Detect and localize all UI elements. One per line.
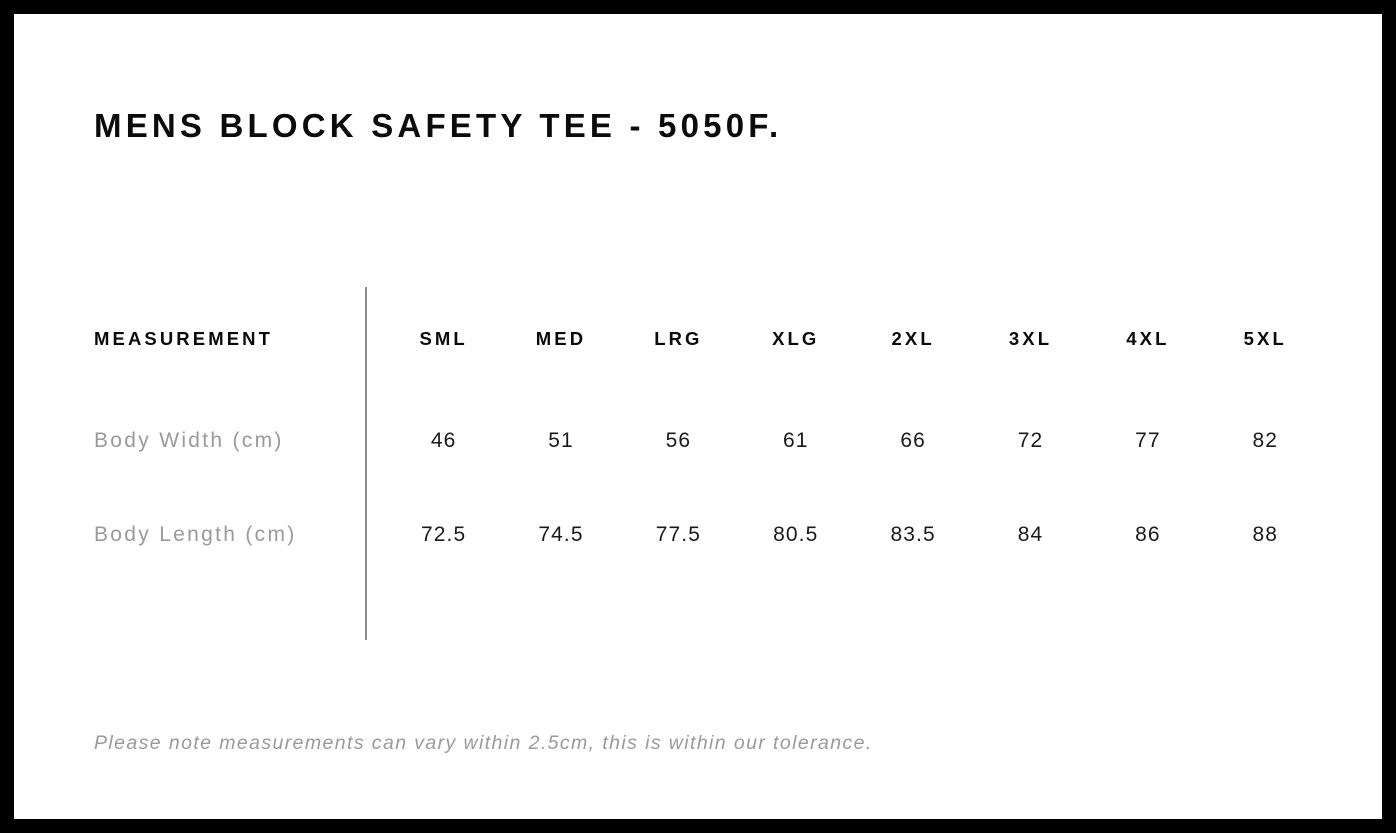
table-cell: 88 — [1252, 523, 1279, 546]
table-cell: 56 — [665, 429, 692, 452]
column-header-size: LRG — [654, 328, 703, 349]
size-table — [94, 284, 1324, 582]
column-header-size: SML — [419, 328, 468, 349]
size-table-container — [94, 284, 1324, 582]
column-header-measurement: MEASUREMENT — [94, 328, 274, 349]
table-cell: 83.5 — [890, 523, 936, 546]
column-header-size: 2XL — [891, 328, 935, 349]
table-header-row — [94, 284, 1324, 394]
column-header-size: MED — [535, 328, 587, 349]
table-row — [94, 488, 1324, 582]
table-cell: 46 — [430, 429, 457, 452]
size-chart-card — [14, 14, 1382, 819]
table-cell: 66 — [900, 429, 926, 452]
table-cell: 74.5 — [538, 523, 584, 546]
table-cell: 61 — [782, 429, 809, 452]
table-cell: 77.5 — [655, 523, 702, 546]
table-cell: 84 — [1017, 523, 1044, 546]
column-header-size: XLG — [772, 328, 820, 349]
table-row — [94, 394, 1324, 488]
table-cell: 80.5 — [773, 523, 819, 546]
table-cell: 82 — [1252, 429, 1279, 452]
row-label: Body Width (cm) — [94, 429, 284, 452]
row-label: Body Length (cm) — [94, 523, 297, 546]
table-cell: 72 — [1017, 429, 1044, 452]
page-title: MENS BLOCK SAFETY TEE - 5050F. — [94, 107, 783, 144]
column-header-size: 4XL — [1126, 328, 1170, 349]
column-header-size: 5XL — [1243, 328, 1287, 349]
column-header-size: 3XL — [1008, 328, 1053, 349]
table-cell: 72.5 — [420, 523, 467, 546]
table-cell: 77 — [1135, 429, 1161, 452]
tolerance-note: Please note measurements can vary within 2.5cm, this is within our tolerance. — [94, 732, 873, 754]
table-cell: 51 — [548, 429, 574, 452]
table-cell: 86 — [1135, 523, 1161, 546]
